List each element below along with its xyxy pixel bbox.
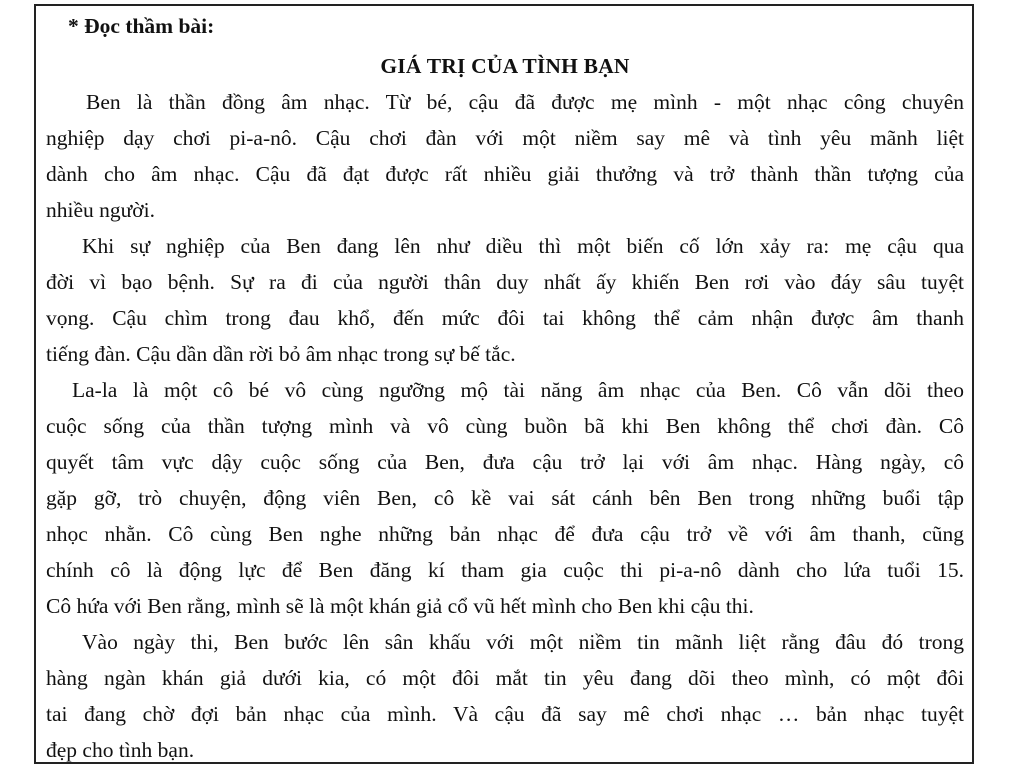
paragraph-line: quyết tâm vực dậy cuộc sống của Ben, đưa cậu trở lại với âm nhạc. Hàng ngày, cô xyxy=(46,450,964,474)
paragraph-line: đời vì bạo bệnh. Sự ra đi của người thân duy nhất ấy khiến Ben rơi vào đáy sâu tuyệt xyxy=(46,270,964,294)
paragraph-line: tiếng đàn. Cậu dần dần rời bỏ âm nhạc trong sự bế tắc. xyxy=(46,342,516,366)
paragraph-line: hàng ngàn khán giả dưới kia, có một đôi mắt tin yêu đang dõi theo mình, có một đôi xyxy=(46,666,964,690)
paragraph-line: nhiều người. xyxy=(46,198,156,222)
paragraph-line: tai đang chờ đợi bản nhạc của mình. Và cậu đã say mê chơi nhạc … bản nhạc tuyệt xyxy=(46,702,964,726)
paragraph-line: vọng. Cậu chìm trong đau khổ, đến mức đôi tai không thể cảm nhận được âm thanh xyxy=(46,306,964,330)
paragraph-4 xyxy=(46,624,964,768)
story-title: GIÁ TRỊ CỦA TÌNH BẠN xyxy=(380,54,630,78)
paragraph-1 xyxy=(46,84,964,228)
paragraph-line: La-la là một cô bé vô cùng ngưỡng mộ tài năng âm nhạc của Ben. Cô vẫn dõi theo xyxy=(72,378,964,402)
paragraph-2 xyxy=(46,228,964,372)
paragraph-line: Khi sự nghiệp của Ben đang lên như diều thì một biến cố lớn xảy ra: mẹ cậu qua xyxy=(82,234,964,258)
document-body xyxy=(46,8,964,768)
paragraph-line: nhọc nhằn. Cô cùng Ben nghe những bản nhạc để đưa cậu trở về với âm thanh, cũng xyxy=(46,522,964,546)
paragraph-line: gặp gỡ, trò chuyện, động viên Ben, cô kề vai sát cánh bên Ben trong những buổi tập xyxy=(46,486,964,510)
paragraph-line: nghiệp dạy chơi pi-a-nô. Cậu chơi đàn với một niềm say mê và tình yêu mãnh liệt xyxy=(46,126,964,150)
paragraph-3 xyxy=(46,372,964,624)
paragraph-line: Cô hứa với Ben rằng, mình sẽ là một khán giả cổ vũ hết mình cho Ben khi cậu thi. xyxy=(46,594,754,618)
paragraph-line: Vào ngày thi, Ben bước lên sân khấu với một niềm tin mãnh liệt rằng đâu đó trong xyxy=(82,630,964,654)
reading-instruction-heading: * Đọc thầm bài: xyxy=(68,14,215,38)
paragraph-line: dành cho âm nhạc. Cậu đã đạt được rất nhiều giải thưởng và trở thành thần tượng của xyxy=(46,162,964,186)
paragraph-line: đẹp cho tình bạn. xyxy=(46,738,195,762)
paragraph-line: chính cô là động lực để Ben đăng kí tham gia cuộc thi pi-a-nô dành cho lứa tuổi 15. xyxy=(46,558,964,582)
paragraph-line: Ben là thần đồng âm nhạc. Từ bé, cậu đã được mẹ mình - một nhạc công chuyên xyxy=(86,90,964,114)
paragraph-line: cuộc sống của thần tượng mình và vô cùng buồn bã khi Ben không thể chơi đàn. Cô xyxy=(46,414,964,438)
